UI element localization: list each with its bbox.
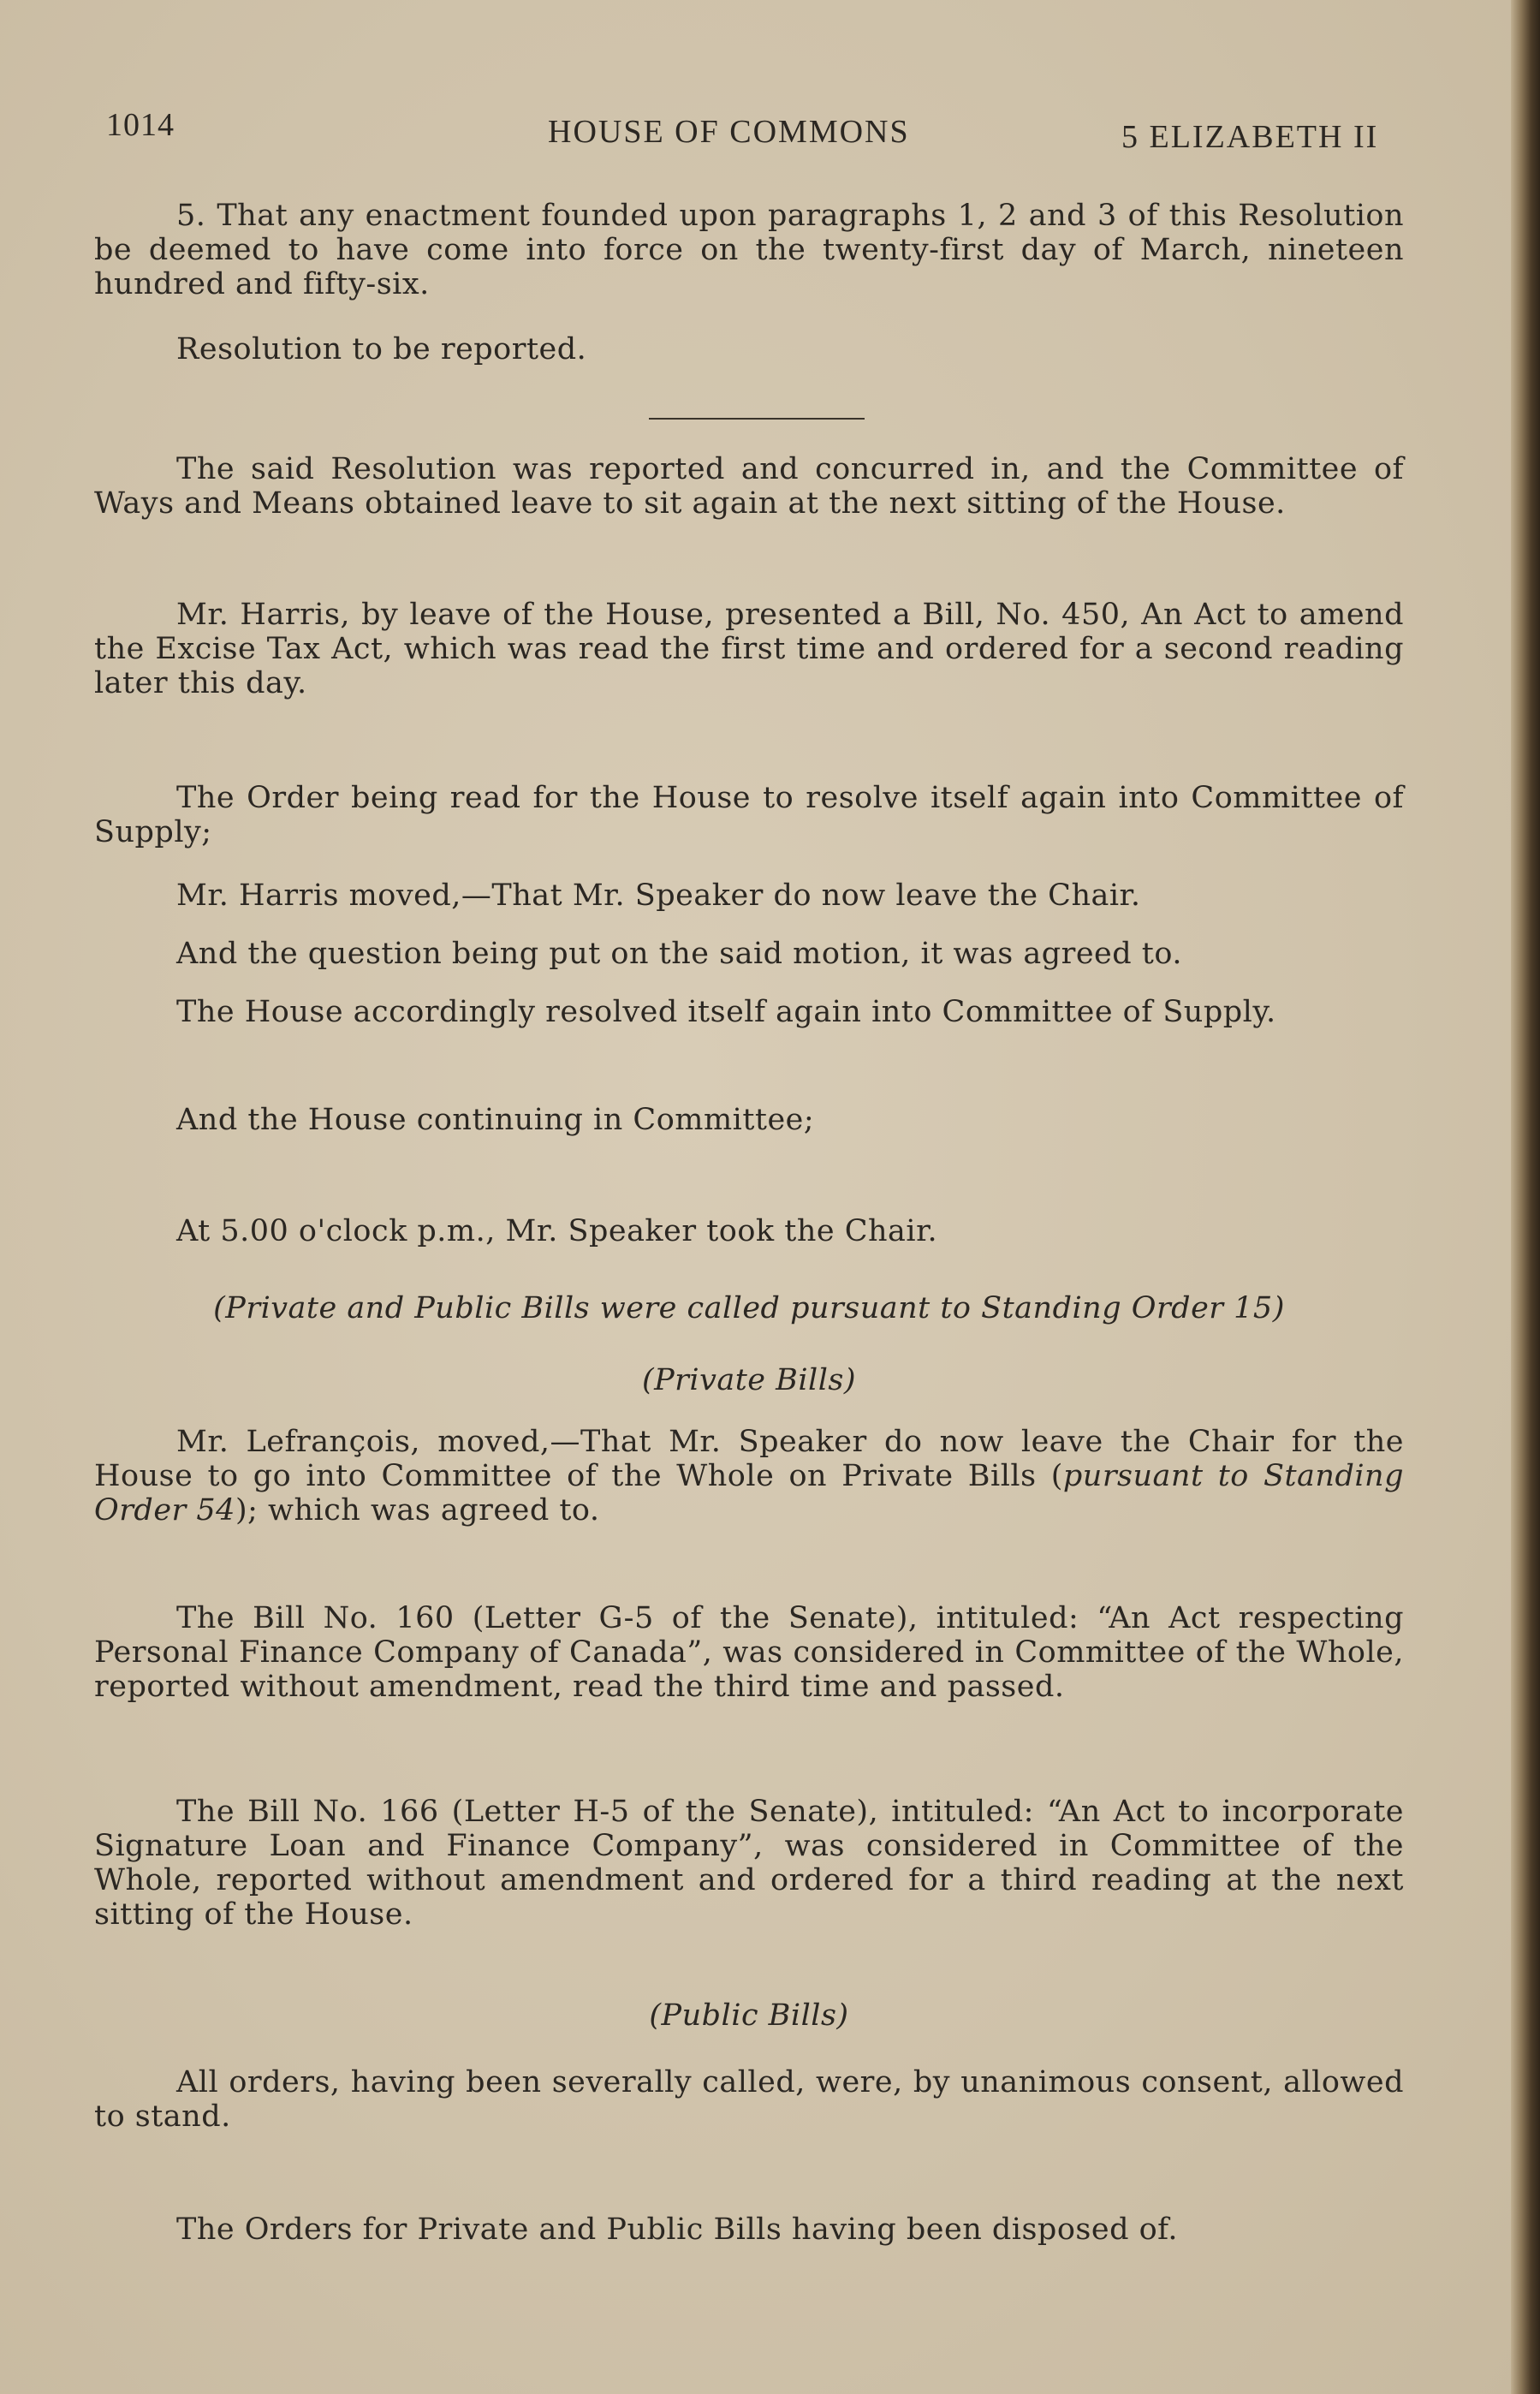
paragraph-lefrancois-text-a: Mr. Lefrançois, moved,—That Mr. Speaker do now leave the Chair for the House to go into Committee of the Whole on Private Bills ( — [94, 1425, 1404, 1493]
heading-public-bills: (Public Bills) — [649, 1998, 849, 2033]
journal-title: HOUSE OF COMMONS — [548, 114, 910, 150]
paragraph-lefrancois-text-c: ); which was agreed to. — [235, 1493, 600, 1528]
paragraph-bill-166: The Bill No. 166 (Letter H-5 of the Senate), intituled: “An Act to incorporate Signature Loan and Finance Company”, was considered in Committee of the Whole, reported without amendment and ordered for a third reading at the next sitting of the House. — [94, 1795, 1404, 1932]
paragraph-order-supply: The Order being read for the House to resolve itself again into Committee of Supply; — [94, 781, 1404, 849]
paragraph-continuing-committee: And the House continuing in Committee; — [176, 1103, 815, 1137]
paragraph-harris-moved: Mr. Harris moved,—That Mr. Speaker do now leave the Chair. — [176, 878, 1141, 913]
paragraph-resolved-supply: The House accordingly resolved itself again into Committee of Supply. — [176, 995, 1276, 1029]
paragraph-question-agreed: And the question being put on the said motion, it was agreed to. — [176, 937, 1182, 971]
paragraph-lefrancois-reference: pursuant to Standing Order 54 — [94, 1459, 1404, 1528]
paragraph-orders-disposed: The Orders for Private and Public Bills having been disposed of. — [176, 2212, 1179, 2247]
paragraph-speaker-chair: At 5.00 o'clock p.m., Mr. Speaker took the Chair. — [176, 1214, 938, 1248]
page-header — [0, 101, 1515, 155]
paragraph-bill-160: The Bill No. 160 (Letter G-5 of the Senate), intituled: “An Act respecting Personal Finance Company of Canada”, was considered in Committee of the Whole, reported without amendment, read the third time and passed. — [94, 1601, 1404, 1704]
heading-private-bills: (Private Bills) — [641, 1363, 857, 1397]
page-number: 1014 — [106, 107, 175, 143]
paragraph-lefrancois — [94, 1425, 1404, 1528]
book-spine-edge — [1511, 0, 1540, 2394]
session-label: 5 ELIZABETH II — [1121, 119, 1379, 155]
paragraph-concurred: The said Resolution was reported and concurred in, and the Committee of Ways and Means obtained leave to sit again at the next sitting of the House. — [94, 452, 1404, 521]
paragraph-resolution-reported: Resolution to be reported. — [176, 332, 587, 366]
paragraph-orders-stand: All orders, having been severally called, were, by unanimous consent, allowed to stand. — [94, 2065, 1404, 2134]
paragraph-enactment: 5. That any enactment founded upon paragraphs 1, 2 and 3 of this Resolution be deemed to have come into force on the twenty-first day of March, nineteen hundred and fifty-six. — [94, 199, 1404, 301]
paragraph-bill-450: Mr. Harris, by leave of the House, presented a Bill, No. 450, An Act to amend the Excise Tax Act, which was read the first time and ordered for a second reading later this day. — [94, 598, 1404, 700]
section-divider — [649, 418, 865, 420]
heading-private-public-bills: (Private and Public Bills were called pursuant to Standing Order 15) — [213, 1291, 1285, 1325]
